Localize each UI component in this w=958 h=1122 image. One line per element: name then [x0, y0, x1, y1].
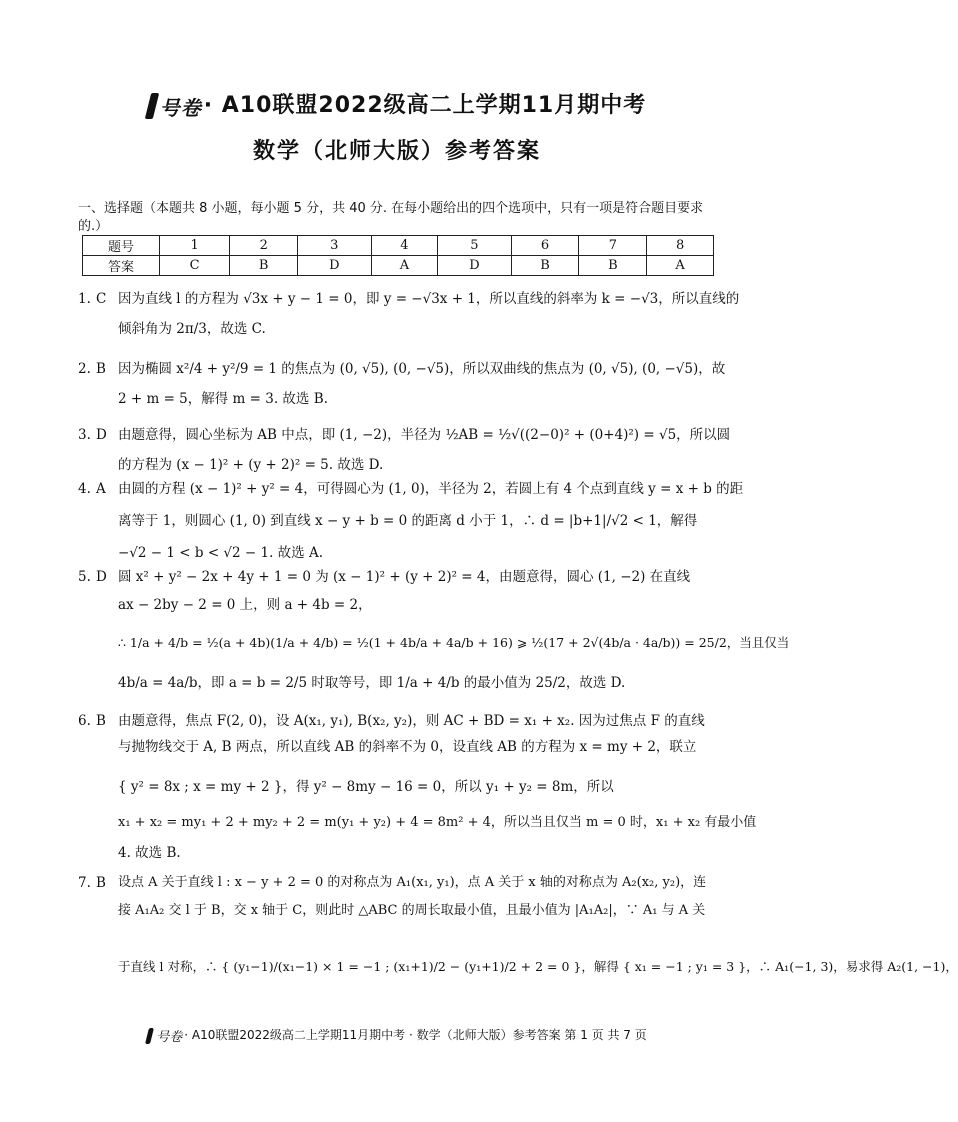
- table-cell: 3: [298, 236, 371, 256]
- solution-number: 2.: [78, 361, 91, 377]
- logo: 号卷: [148, 92, 202, 121]
- solution-line: −√2 − 1 < b < √2 − 1. 故选 A.: [118, 545, 324, 561]
- footer-logo: 号卷: [147, 1026, 182, 1045]
- solution-line: 离等于 1，则圆心 (1, 0) 到直线 x − y + b = 0 的距离 d 小于 1，∴ d = |b+1|/√2 < 1，解得: [118, 513, 698, 529]
- page-footer: [0, 1026, 794, 1045]
- table-cell: D: [298, 256, 371, 276]
- solution-6: [78, 710, 757, 864]
- solution-answer: D: [96, 427, 107, 443]
- solution-answer: A: [96, 481, 106, 497]
- table-row-label: 答案: [83, 256, 160, 276]
- table-cell: C: [160, 256, 230, 276]
- table-cell: 4: [371, 236, 438, 256]
- solution-line: ax − 2by − 2 = 0 上，则 a + 4b = 2，: [118, 597, 372, 613]
- table-cell: 5: [438, 236, 511, 256]
- solution-7: [78, 872, 958, 978]
- solution-line: 接 A₁A₂ 交 l 于 B，交 x 轴于 C，则此时 △ABC 的周长取最小值，且最小值为 |A₁A₂|，∵ A₁ 与 A 关: [118, 903, 706, 918]
- section-heading: 一、选择题（本题共 8 小题，每小题 5 分，共 40 分. 在每小题给出的四个选项中，只有一项是符合题目要求的.）: [78, 201, 704, 234]
- logo-mark-icon: [144, 93, 158, 119]
- solution-number: 6.: [78, 713, 91, 729]
- solution-line: 由题意得，圆心坐标为 AB 中点，即 (1, −2)，半径为 ½AB = ½√((2−0)² + (0+4)²) = √5，所以圆: [118, 427, 731, 443]
- solution-line: 设点 A 关于直线 l : x − y + 2 = 0 的对称点为 A₁(x₁, y₁)，点 A 关于 x 轴的对称点为 A₂(x₂, y₂)，连: [118, 875, 707, 890]
- solution-number: 3.: [78, 427, 91, 443]
- solution-number: 5.: [78, 569, 91, 585]
- document-subtitle: 数学（北师大版）参考答案: [252, 139, 541, 164]
- table-cell: 8: [647, 236, 714, 256]
- logo-mark-icon: [145, 1028, 154, 1044]
- table-cell: B: [579, 256, 647, 276]
- table-cell: D: [438, 256, 511, 276]
- solution-line: 于直线 l 对称，∴ { (y₁−1)/(x₁−1) × 1 = −1 ; (x₁+1)/2 − (y₁+1)/2 + 2 = 0 }，解得 { x₁ = −1 ; y₁ = 3 }，∴ A₁(−1, 3)，易求得 A₂(1, −1)，: [118, 959, 958, 974]
- solution-3: [78, 424, 731, 476]
- solution-line: ∴ 1/a + 4/b = ½(a + 4b)(1/a + 4/b) = ½(1 + 4b/a + 4a/b + 16) ⩾ ½(17 + 2√(4b/a · 4a/b)) = 25/2，当且仅当: [118, 635, 790, 650]
- solution-line: 由圆的方程 (x − 1)² + y² = 4，可得圆心为 (1, 0)，半径为 2，若圆上有 4 个点到直线 y = x + b 的距: [118, 481, 744, 497]
- solution-2: [78, 358, 728, 410]
- solution-number: 7.: [78, 875, 91, 891]
- solution-line: 2 + m = 5，解得 m = 3. 故选 B.: [118, 391, 328, 407]
- solution-line: 圆 x² + y² − 2x + 4y + 1 = 0 为 (x − 1)² + (y + 2)² = 4，由题意得，圆心 (1, −2) 在直线: [118, 569, 691, 585]
- table-row: [83, 236, 714, 256]
- solution-line: 由题意得，焦点 F(2, 0)，设 A(x₁, y₁), B(x₂, y₂)，则 AC + BD = x₁ + x₂. 因为过焦点 F 的直线: [118, 713, 705, 729]
- solution-4: [78, 478, 744, 564]
- solution-line: { y² = 8x ; x = my + 2 }，得 y² − 8my − 16 = 0，所以 y₁ + y₂ = 8m，所以: [118, 779, 614, 795]
- solution-line: 因为直线 l 的方程为 √3x + y − 1 = 0，即 y = −√3x + 1，所以直线的斜率为 k = −√3，所以直线的: [118, 291, 740, 307]
- solution-line: 因为椭圆 x²/4 + y²/9 = 1 的焦点为 (0, √5), (0, −√5)，所以双曲线的焦点为 (0, √5), (0, −√5)，故: [118, 361, 726, 377]
- solution-line: x₁ + x₂ = my₁ + 2 + my₂ + 2 = m(y₁ + y₂) + 4 = 8m² + 4，所以当且仅当 m = 0 时，x₁ + x₂ 有最小值: [118, 815, 757, 830]
- table-cell: 1: [160, 236, 230, 256]
- solution-line: 倾斜角为 2π/3，故选 C.: [118, 321, 266, 337]
- title-text: · A10联盟2022级高二上学期11月期中考: [203, 93, 647, 118]
- solution-answer: B: [96, 361, 106, 377]
- solution-answer: C: [96, 291, 107, 307]
- solution-line: 的方程为 (x − 1)² + (y + 2)² = 5. 故选 D.: [118, 457, 384, 473]
- answer-table: [82, 235, 714, 276]
- solution-number: 4.: [78, 481, 91, 497]
- solution-1: [78, 288, 740, 340]
- table-cell: A: [647, 256, 714, 276]
- table-cell: 6: [511, 236, 579, 256]
- footer-text: · A10联盟2022级高二上学期11月期中考 · 数学（北师大版）参考答案 第 1 页 共 7 页: [184, 1028, 647, 1042]
- solution-line: 与抛物线交于 A, B 两点，所以直线 AB 的斜率不为 0，设直线 AB 的方程为 x = my + 2，联立: [118, 739, 697, 755]
- table-cell: B: [511, 256, 579, 276]
- solution-answer: B: [96, 713, 106, 729]
- table-cell: A: [371, 256, 438, 276]
- table-row-label: 题号: [83, 236, 160, 256]
- solution-line: 4b/a = 4a/b，即 a = b = 2/5 时取等号，即 1/a + 4/b 的最小值为 25/2，故选 D.: [118, 675, 626, 691]
- solution-number: 1.: [78, 291, 91, 307]
- table-row: [83, 256, 714, 276]
- table-cell: 2: [230, 236, 298, 256]
- table-cell: B: [230, 256, 298, 276]
- solution-answer: B: [96, 875, 106, 891]
- document-title: [0, 88, 794, 121]
- solution-line: 4. 故选 B.: [118, 845, 181, 861]
- solution-answer: D: [96, 569, 107, 585]
- table-cell: 7: [579, 236, 647, 256]
- solution-5: [78, 566, 790, 694]
